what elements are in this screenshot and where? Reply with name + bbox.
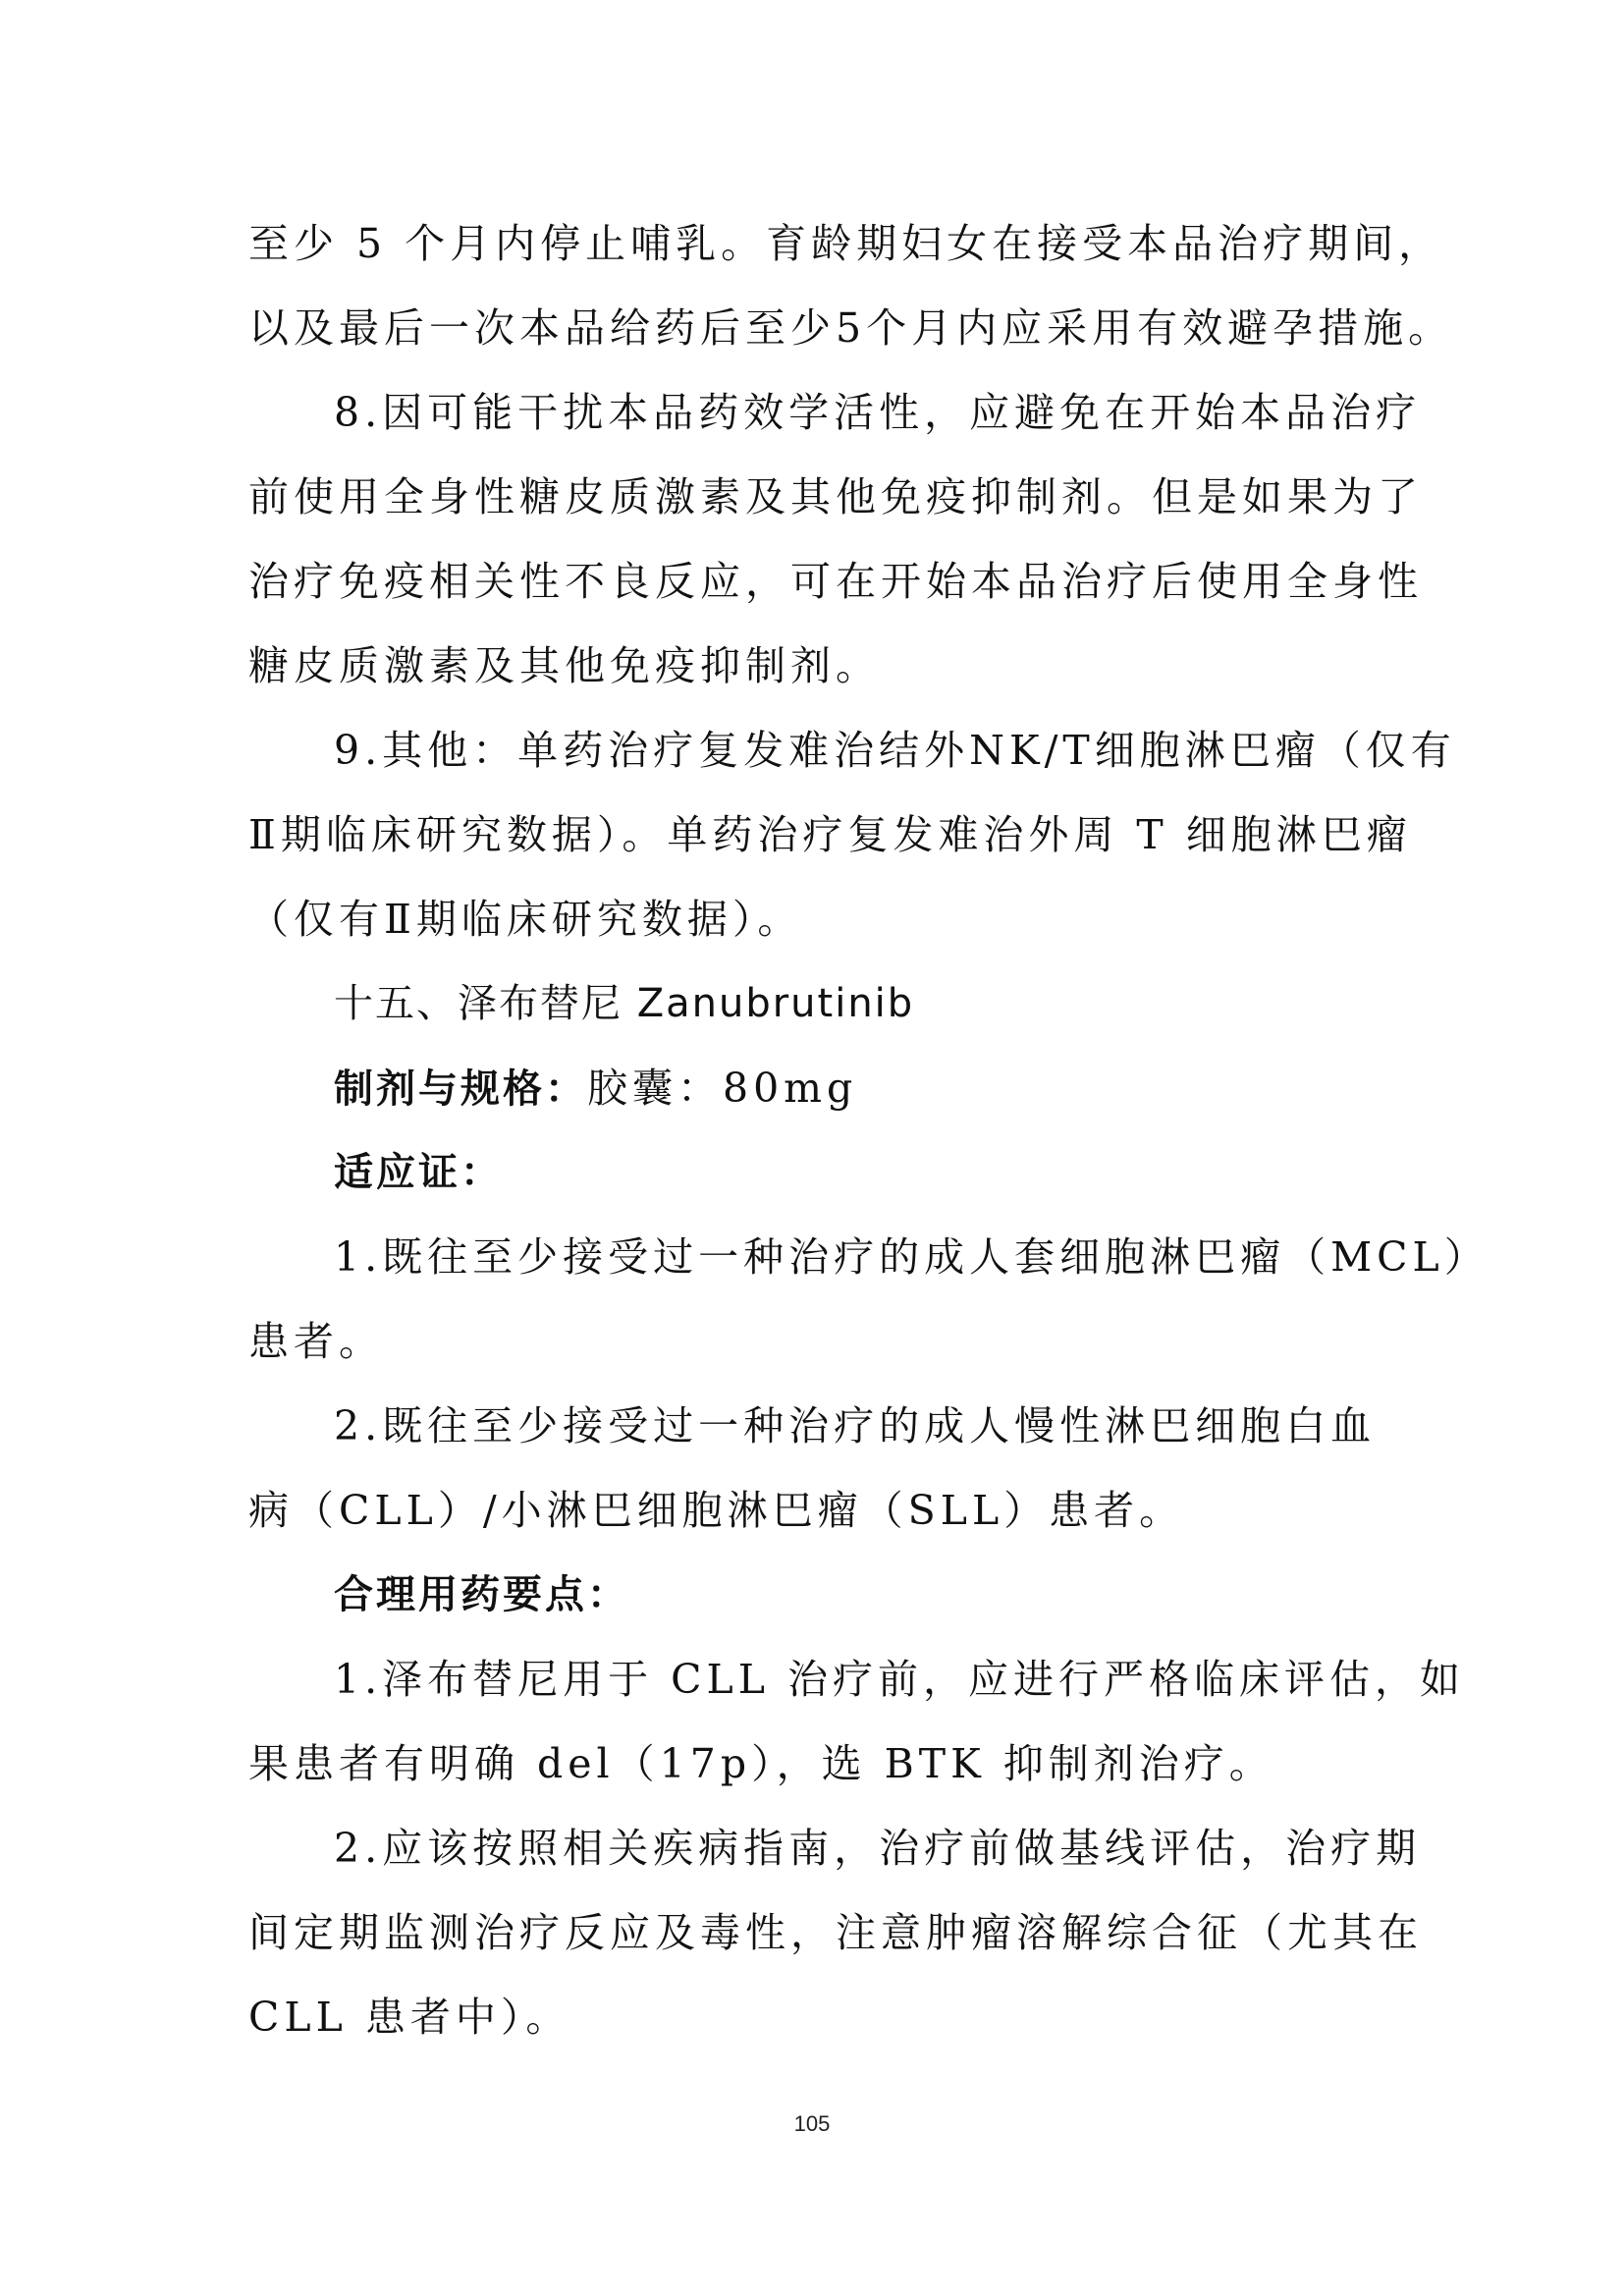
indications-label: 适应证：: [334, 1150, 503, 1195]
paragraph-line: 以及最后一次本品给药后至少5个月内应采用有效避孕措施。: [248, 304, 1454, 352]
paragraph-line: （仅有Ⅱ期临床研究数据）。: [248, 896, 803, 943]
formulation-value: 胶囊：80mg: [587, 1065, 858, 1112]
key-point-line: 1.泽布替尼用于 CLL 治疗前，应进行严格临床评估，如: [334, 1656, 1466, 1703]
paragraph-line: 至少 5 个月内停止哺乳。育龄期妇女在接受本品治疗期间，: [248, 220, 1444, 267]
paragraph-line: 8.因可能干扰本品药效学活性，应避免在开始本品治疗: [334, 389, 1422, 436]
key-point-line: CLL 患者中）。: [248, 1994, 571, 2041]
indication-line: 患者。: [248, 1318, 384, 1365]
paragraph-line: 前使用全身性糖皮质激素及其他免疫抑制剂。但是如果为了: [248, 473, 1423, 520]
indication-line: 2.既往至少接受过一种治疗的成人慢性淋巴细胞白血: [334, 1402, 1377, 1449]
paragraph-line: 治疗免疫相关性不良反应，可在开始本品治疗后使用全身性: [248, 558, 1423, 605]
key-point-line: 果患者有明确 del（17p），选 BTK 抑制剂治疗。: [248, 1740, 1274, 1787]
page-number: 105: [793, 2111, 831, 2136]
paragraph-line: 糖皮质激素及其他免疫抑制剂。: [248, 642, 881, 689]
key-point-line: 间定期监测治疗反应及毒性，注意肿瘤溶解综合征（尤其在: [248, 1909, 1423, 1956]
formulation-line: [334, 1063, 857, 1115]
indication-line: 1.既往至少接受过一种治疗的成人套细胞淋巴瘤（MCL）: [334, 1233, 1489, 1281]
key-points-label: 合理用药要点：: [334, 1572, 629, 1617]
indication-line: 病（CLL）/小淋巴细胞淋巴瘤（SLL）患者。: [248, 1487, 1185, 1534]
paragraph-line: 9.其他：单药治疗复发难治结外NK/T细胞淋巴瘤（仅有: [334, 727, 1456, 774]
key-point-line: 2.应该按照相关疾病指南，治疗前做基线评估，治疗期: [334, 1825, 1422, 1872]
paragraph-line: Ⅱ期临床研究数据）。单药治疗复发难治外周 T 细胞淋巴瘤: [248, 811, 1412, 858]
drug-heading: 十五、泽布替尼 Zanubrutinib: [334, 981, 915, 1026]
formulation-label: 制剂与规格：: [334, 1066, 587, 1112]
